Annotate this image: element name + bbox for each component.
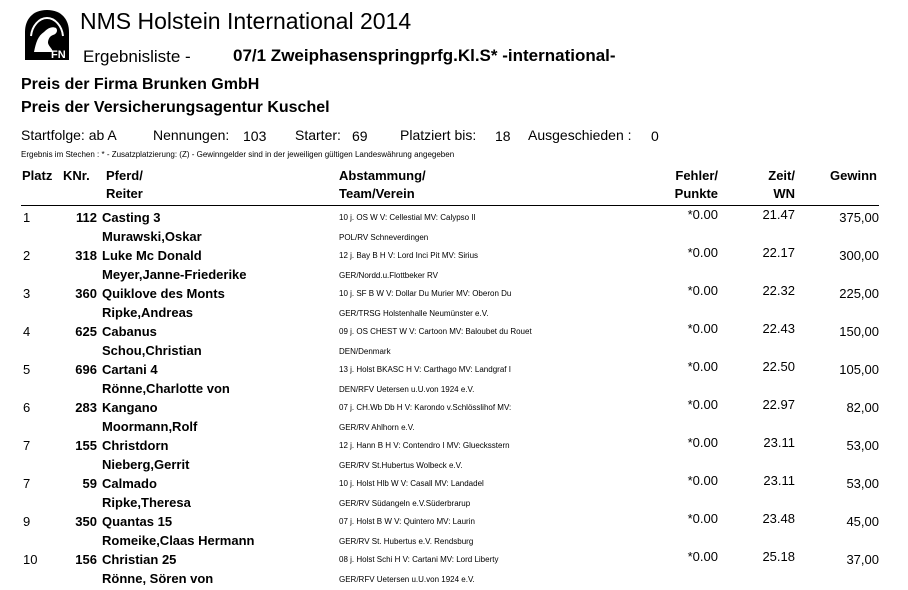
cell-rider: Romeike,Claas Hermann	[102, 533, 255, 548]
cell-gewinn: 45,00	[846, 514, 879, 529]
cell-pedigree: 13 j. Holst BKASC H V: Carthago MV: Landgraf I	[339, 365, 511, 374]
cell-pedigree: 07 j. CH.Wb Db H V: Karondo v.Schlösslihof MV:	[339, 403, 512, 412]
page-title: NMS Holstein International 2014	[80, 8, 412, 34]
cell-platz: 1	[23, 210, 31, 225]
cell-gewinn: 375,00	[839, 210, 879, 225]
cell-team: POL/RV Schneverdingen	[339, 233, 429, 242]
cell-platz: 2	[23, 248, 31, 263]
cell-rider: Rönne, Sören von	[102, 571, 214, 586]
list-label: Ergebnisliste -	[83, 47, 191, 66]
cell-knr: 112	[76, 210, 97, 225]
cell-horse: Casting 3	[102, 210, 161, 225]
cell-fehler: *0.00	[687, 397, 718, 412]
cell-horse: Cartani 4	[102, 362, 158, 377]
cell-team: GER/RFV Uetersen u.U.von 1924 e.V.	[339, 575, 475, 584]
nennungen-label: Nennungen:	[153, 127, 230, 143]
result-note: Ergebnis im Stechen : * - Zusatzplatzierung: (Z) - Gewinngelder sind in der jeweiligen gültigen Landeswährung angegeben	[21, 150, 455, 159]
cell-knr: 155	[75, 438, 97, 453]
table-row	[0, 321, 908, 362]
cell-gewinn: 37,00	[846, 552, 879, 567]
cell-team: GER/RV St.Hubertus Wolbeck e.V.	[339, 461, 463, 470]
cell-knr: 350	[75, 514, 97, 529]
cell-rider: Ripke,Andreas	[102, 305, 194, 320]
cell-platz: 3	[23, 286, 31, 301]
cell-platz: 7	[23, 438, 31, 453]
cell-horse: Quiklove des Monts	[102, 286, 225, 301]
fn-logo	[22, 8, 72, 62]
col-wn: WN	[773, 186, 795, 201]
cell-gewinn: 82,00	[846, 400, 879, 415]
cell-pedigree: 07 j. Holst B W V: Quintero MV: Laurin	[339, 517, 475, 526]
col-abstammung: Abstammung/	[339, 168, 426, 183]
cell-pedigree: 10 j. SF B W V: Dollar Du Murier MV: Oberon Du	[339, 289, 512, 298]
col-zeit: Zeit/	[768, 168, 795, 183]
cell-fehler: *0.00	[687, 549, 718, 564]
cell-pedigree: 08 j. Holst Schi H V: Cartani MV: Lord Liberty	[339, 555, 499, 564]
cell-fehler: *0.00	[687, 511, 718, 526]
logo-fn-text: FN	[51, 49, 66, 61]
cell-fehler: *0.00	[687, 435, 718, 450]
cell-rider: Moormann,Rolf	[102, 419, 198, 434]
cell-team: GER/RV Ahlhorn e.V.	[339, 423, 415, 432]
cell-team: GER/TRSG Holstenhalle Neumünster e.V.	[339, 309, 489, 318]
table-row	[0, 283, 908, 324]
cell-team: DEN/RFV Uetersen u.U.von 1924 e.V.	[339, 385, 475, 394]
platziert-value: 18	[495, 128, 511, 144]
cell-horse: Christian 25	[102, 552, 177, 567]
cell-platz: 10	[23, 552, 38, 567]
col-pferd: Pferd/	[106, 168, 143, 183]
cell-rider: Schou,Christian	[102, 343, 202, 358]
prize-sponsor-1: Preis der Firma Brunken GmbH	[21, 76, 260, 93]
table-row	[0, 549, 908, 590]
cell-fehler: *0.00	[687, 321, 718, 336]
fn-horse-emblem-icon	[22, 8, 72, 62]
cell-zeit: 22.43	[762, 321, 795, 336]
starter-label: Starter:	[295, 127, 341, 143]
cell-fehler: *0.00	[687, 207, 718, 222]
cell-gewinn: 300,00	[839, 248, 879, 263]
cell-platz: 5	[23, 362, 31, 377]
ausgeschieden-value: 0	[651, 128, 659, 144]
cell-pedigree: 12 j. Hann B H V: Contendro I MV: Gluecksstern	[339, 441, 510, 450]
cell-fehler: *0.00	[687, 245, 718, 260]
table-row	[0, 245, 908, 286]
cell-pedigree: 10 j. OS W V: Cellestial MV: Calypso II	[339, 213, 476, 222]
cell-horse: Kangano	[102, 400, 158, 415]
cell-gewinn: 225,00	[839, 286, 879, 301]
table-row	[0, 435, 908, 476]
col-knr: KNr.	[63, 168, 90, 183]
cell-fehler: *0.00	[687, 283, 718, 298]
cell-zeit: 22.97	[762, 397, 795, 412]
cell-team: GER/Nordd.u.Flottbeker RV	[339, 271, 439, 280]
cell-rider: Meyer,Janne-Friederike	[102, 267, 247, 282]
cell-gewinn: 150,00	[839, 324, 879, 339]
cell-pedigree: 10 j. Holst Hlb W V: Casall MV: Landadel	[339, 479, 484, 488]
prize-sponsor-2: Preis der Versicherungsagentur Kuschel	[21, 99, 330, 116]
cell-zeit: 23.11	[763, 473, 795, 488]
cell-team: GER/RV Südangeln e.V.Süderbrarup	[339, 499, 471, 508]
col-gewinn: Gewinn	[830, 168, 877, 183]
cell-knr: 625	[75, 324, 97, 339]
cell-zeit: 21.47	[762, 207, 795, 222]
cell-knr: 283	[75, 400, 97, 415]
cell-horse: Cabanus	[102, 324, 157, 339]
table-row	[0, 511, 908, 552]
starter-value: 69	[352, 128, 368, 144]
cell-gewinn: 105,00	[839, 362, 879, 377]
cell-platz: 7	[23, 476, 31, 491]
table-row	[0, 473, 908, 514]
nennungen-value: 103	[243, 128, 267, 144]
cell-knr: 360	[75, 286, 97, 301]
cell-gewinn: 53,00	[846, 476, 879, 491]
cell-rider: Nieberg,Gerrit	[102, 457, 190, 472]
cell-gewinn: 53,00	[846, 438, 879, 453]
cell-knr: 696	[75, 362, 97, 377]
cell-zeit: 25.18	[762, 549, 795, 564]
cell-rider: Murawski,Oskar	[102, 229, 202, 244]
cell-knr: 156	[75, 552, 97, 567]
cell-zeit: 22.32	[762, 283, 795, 298]
cell-pedigree: 09 j. OS CHEST W V: Cartoon MV: Baloubet du Rouet	[339, 327, 532, 336]
cell-rider: Rönne,Charlotte von	[102, 381, 230, 396]
table-row	[0, 397, 908, 438]
cell-knr: 318	[75, 248, 97, 263]
cell-horse: Quantas 15	[102, 514, 173, 529]
col-team: Team/Verein	[339, 186, 415, 201]
cell-knr: 59	[82, 476, 97, 491]
header-rule	[21, 205, 879, 206]
cell-fehler: *0.00	[687, 359, 718, 374]
cell-horse: Calmado	[102, 476, 157, 491]
col-reiter: Reiter	[106, 186, 143, 201]
cell-platz: 9	[23, 514, 31, 529]
competition-title: 07/1 Zweiphasenspringprfg.Kl.S* -international-	[233, 46, 616, 65]
col-fehler: Fehler/	[675, 168, 718, 183]
cell-horse: Luke Mc Donald	[102, 248, 202, 263]
cell-zeit: 23.48	[762, 511, 795, 526]
col-punkte: Punkte	[674, 186, 718, 201]
cell-platz: 4	[23, 324, 31, 339]
cell-zeit: 22.50	[762, 359, 795, 374]
cell-zeit: 22.17	[762, 245, 795, 260]
col-platz: Platz	[22, 168, 53, 183]
table-row	[0, 207, 908, 248]
cell-fehler: *0.00	[687, 473, 718, 488]
ausgeschieden-label: Ausgeschieden :	[528, 127, 632, 143]
cell-zeit: 23.11	[763, 435, 795, 450]
platziert-label: Platziert bis:	[400, 127, 477, 143]
table-row	[0, 359, 908, 400]
startfolge: Startfolge: ab A	[21, 127, 117, 143]
cell-team: DEN/Denmark	[339, 347, 391, 356]
cell-pedigree: 12 j. Bay B H V: Lord Inci Pit MV: Sirius	[339, 251, 479, 260]
cell-horse: Christdorn	[102, 438, 169, 453]
cell-platz: 6	[23, 400, 31, 415]
cell-team: GER/RV St. Hubertus e.V. Rendsburg	[339, 537, 474, 546]
cell-rider: Ripke,Theresa	[102, 495, 191, 510]
